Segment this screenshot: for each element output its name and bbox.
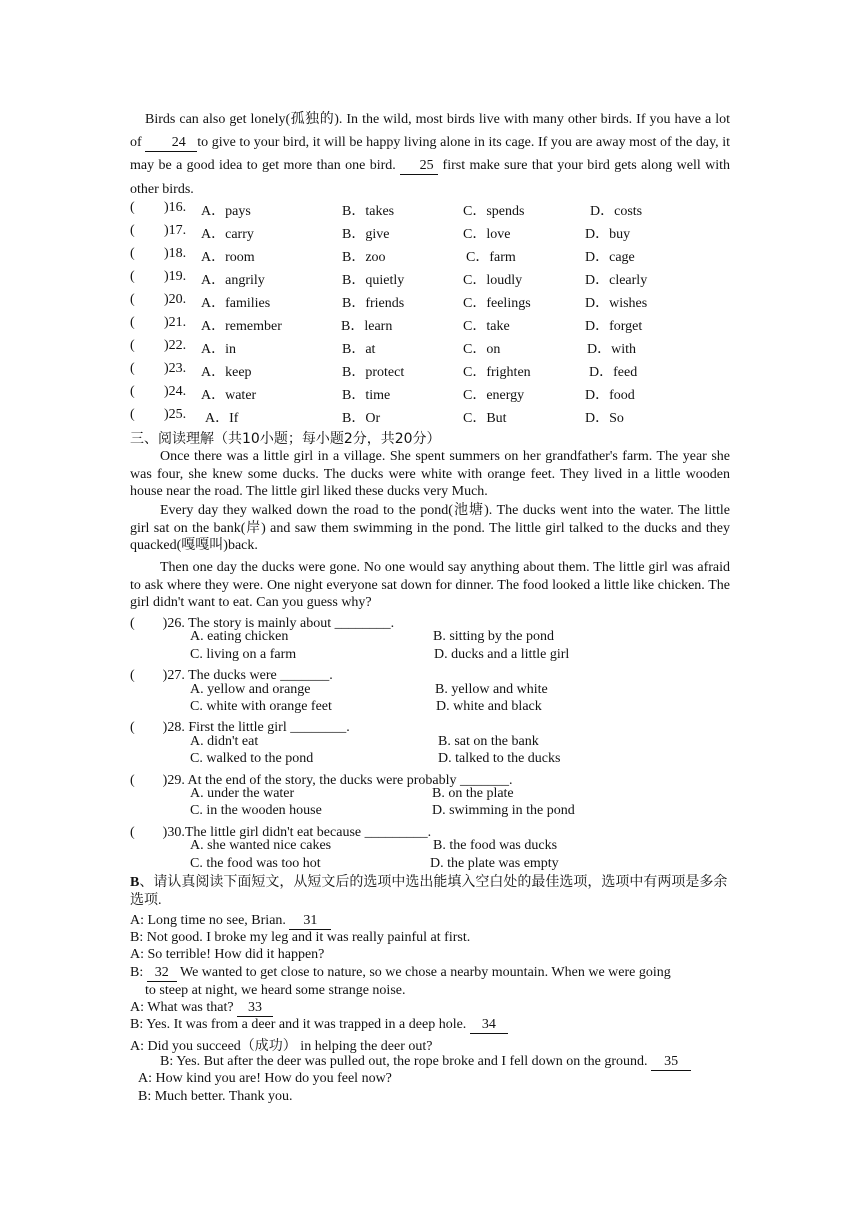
question-number: )19. [164,269,187,284]
option-row [130,223,730,246]
dialogue-text: B: Yes. But after the deer was pulled out, the rope broke and I fell down on the ground. [160,1054,652,1069]
section-b-label: B [130,875,140,890]
option-d: D．buy [585,227,631,242]
answer-paren: ( [130,407,135,422]
story-paragraph: Then one day the ducks were gone. No one would say anything about them. The little girl was afraid to ask where they were. One night everyone sat down for dinner. The food looked a little like chicken. The girl didn't want to eat. Can you guess why? [130,560,730,610]
option-c: C．love [463,227,511,242]
option-row [130,384,730,407]
option-c: C. white with orange feet [190,699,332,714]
answer-paren: ( [130,384,135,399]
answer-paren: ( [130,292,135,307]
dialogue-text: B: Yes. It was from a deer and it was trapped in a deep hole. [130,1017,470,1032]
option-a: A．remember [201,319,282,334]
section-title: 三、阅读理解（共10小题；每小题2分，共20分） [130,431,441,447]
option-d: D. white and black [436,699,542,714]
option-row [130,200,730,223]
option-row [130,407,730,430]
option-a: A. she wanted nice cakes [190,838,332,853]
blank-33: 33 [237,1000,273,1017]
option-b: B．Or [342,411,381,426]
question-stem: ( )29. At the end of the story, the ducks were probably _______. [130,773,513,788]
option-b: B．protect [342,365,405,380]
option-row [130,315,730,338]
dialogue-text: B: [130,965,147,980]
option-c: C．But [463,411,507,426]
option-a: A. didn't eat [190,734,259,749]
option-row [130,361,730,384]
option-a: A．If [205,411,239,426]
option-b: B．learn [341,319,393,334]
question-stem: ( )30.The little girl didn't eat because _________. [130,825,432,840]
question-number: )17. [164,223,187,238]
story-paragraph: Once there was a little girl in a village. She spent summers on her grandfather's farm. The year she was four, she knew some ducks. The ducks were white with orange feet. They lived in a little wooden house near the road. The little girl liked these ducks very Much. [130,449,730,499]
option-row [130,292,730,315]
answer-paren: ( [130,223,135,238]
dialogue-line: A: So terrible! How did it happen? [130,947,325,962]
question-number: )23. [164,361,187,376]
option-d: D．cage [585,250,635,265]
dialogue-line [130,1017,508,1034]
option-d: D. talked to the ducks [438,751,561,766]
blank-25: 25 [400,158,438,175]
option-d: D．with [587,342,636,357]
option-b: B. sitting by the pond [433,629,554,644]
option-a: A. yellow and orange [190,682,311,697]
dialogue-line: B: Not good. I broke my leg and it was really painful at first. [130,930,471,945]
answer-paren: ( [130,269,135,284]
option-c: C．take [463,319,510,334]
question-number: )21. [164,315,187,330]
answer-paren: ( [130,200,135,215]
blank-35: 35 [651,1054,691,1071]
dialogue-line [130,913,331,930]
option-b: B. sat on the bank [438,734,539,749]
question-stem: ( )26. The story is mainly about ________. [130,616,395,631]
option-d: D．forget [585,319,643,334]
question-number: )16. [164,200,187,215]
option-c: C. the food was too hot [190,856,321,871]
dialogue-line: to steep at night, we heard some strange noise. [145,983,406,998]
option-a: A．keep [201,365,252,380]
option-a: A．families [201,296,271,311]
option-a: A．angrily [201,273,265,288]
option-b: B．friends [342,296,405,311]
blank-32: 32 [147,965,177,982]
option-row [130,269,730,292]
option-d: D．So [585,411,624,426]
option-a: A．pays [201,204,251,219]
dialogue-text: A: What was that? [130,1000,238,1015]
option-d: D．wishes [585,296,648,311]
option-row [130,338,730,361]
option-d: D．feed [589,365,638,380]
option-c: C. walked to the pond [190,751,314,766]
question-number: )20. [164,292,187,307]
section-b-text: 、请认真阅读下面短文，从短文后的选项中选出能填入空白处的最佳选项，选项中有两项是多余选项. [130,875,728,908]
dialogue-text: A: Long time no see, Brian. [130,913,290,928]
option-b: B．give [342,227,390,242]
option-b: B．takes [342,204,395,219]
option-c: C．energy [463,388,525,403]
question-number: )24. [164,384,187,399]
option-c: C．loudly [463,273,523,288]
option-c: C．spends [463,204,525,219]
blank-34: 34 [470,1017,508,1034]
option-c: C. in the wooden house [190,803,322,818]
option-d: D. swimming in the pond [432,803,575,818]
dialogue-line [130,965,671,982]
answer-paren: ( [130,338,135,353]
blank-24: 24 [145,135,197,152]
option-d: D．food [585,388,635,403]
option-a: A. under the water [190,786,295,801]
option-b: B. on the plate [432,786,514,801]
dialogue-line: B: Much better. Thank you. [138,1089,293,1104]
blank-31: 31 [289,913,331,930]
option-b: B．at [342,342,376,357]
passage-text: to give to your bird, it will be happy living alone in its cage. If you are away most of the day, it may be a good idea to get more than one bird. [130,135,730,174]
answer-paren: ( [130,246,135,261]
option-d: D．costs [590,204,643,219]
section-b-instruction [130,874,730,909]
option-d: D．clearly [585,273,648,288]
option-a: A．in [201,342,236,357]
option-a: A. eating chicken [190,629,289,644]
dialogue-line: A: Did you succeed（成功） in helping the deer out? [130,1039,433,1054]
option-b: B．zoo [342,250,386,265]
passage-text: first make sure that your bird gets along well with other birds. [130,158,730,197]
question-number: )22. [164,338,187,353]
dialogue-line: A: How kind you are! How do you feel now? [138,1071,392,1086]
dialogue-line [130,1000,273,1017]
option-b: B．time [342,388,391,403]
passage-text: Birds can also get lonely(孤独的). In the wild, most birds live with many other birds. If you have a lot of [130,112,730,151]
option-a: A．water [201,388,257,403]
option-a: A．room [201,250,255,265]
option-d: D. ducks and a little girl [434,647,570,662]
option-c: C．feelings [463,296,531,311]
dialogue-text: We wanted to get close to nature, so we chose a nearby mountain. When we were going [176,965,671,980]
option-c: C. living on a farm [190,647,297,662]
question-stem: ( )28. First the little girl ________. [130,720,350,735]
option-c: C．frighten [463,365,531,380]
option-c: C．farm [466,250,516,265]
question-number: )18. [164,246,187,261]
question-stem: ( )27. The ducks were _______. [130,668,333,683]
answer-paren: ( [130,315,135,330]
option-c: C．on [463,342,501,357]
option-b: B. the food was ducks [433,838,558,853]
option-row [130,246,730,269]
story-paragraph: Every day they walked down the road to the pond(池塘). The ducks went into the water. The little girl sat on the bank(岸) and saw them swimming in the pond. The little girl talked to the ducks and they quacked(嘎嘎叫)back. [130,503,730,553]
dialogue-line [160,1054,691,1071]
option-a: A．carry [201,227,254,242]
answer-paren: ( [130,361,135,376]
option-d: D. the plate was empty [430,856,559,871]
passage-birds [130,108,730,201]
option-b: B．quietly [342,273,405,288]
question-number: )25. [164,407,187,422]
option-b: B. yellow and white [435,682,548,697]
